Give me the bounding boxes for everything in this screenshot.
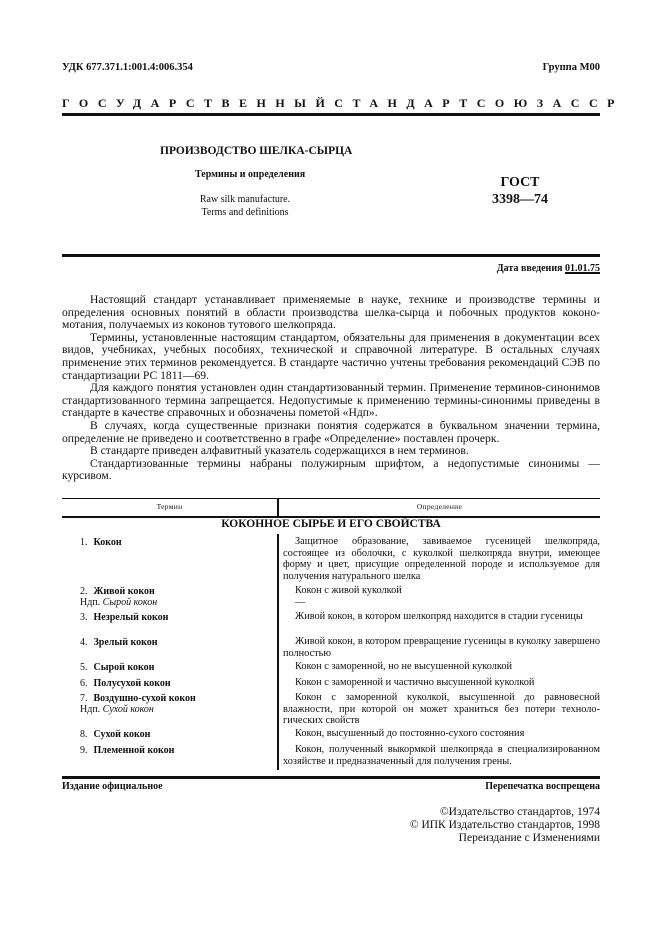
term-number: 1.	[80, 537, 88, 548]
paragraph: В стандарте приведен алфавитный указатель содержащихся в нем терминов.	[90, 444, 469, 458]
divider	[62, 113, 600, 116]
section-heading: КОКОННОЕ СЫРЬЕ И ЕГО СВОЙСТВА	[221, 518, 441, 530]
definition-text: Живой кокон, в котором шелкопряд находится в стадии гусеницы	[295, 611, 583, 622]
state-standard-heading	[62, 96, 624, 111]
definition	[283, 636, 600, 659]
definition-text: Кокон с заморенной, но не высушенной куколкой	[295, 661, 512, 672]
definition-dash: —	[295, 596, 306, 608]
term-name: Племенной кокон	[93, 745, 175, 756]
term-name: Сырой кокон	[93, 662, 155, 673]
definition	[283, 661, 600, 673]
definition-text: Кокон, высушенный до постоянно-сухого состояния	[295, 728, 525, 739]
ndp-label: Ндп.	[80, 597, 101, 608]
reissue-line: Переиздание с Изменениями	[458, 832, 600, 844]
definition-text: Кокон с заморенной и частично высушенной куколкой	[295, 677, 535, 688]
gost-label: ГОСТ	[500, 175, 540, 190]
forbidden-synonym	[80, 597, 157, 608]
heading-word: СТАНДАРТ	[334, 96, 477, 110]
term-number: 2.	[80, 586, 88, 597]
definition-text: Кокон с живой куколкой	[295, 585, 402, 596]
reprint-notice: Перепечатка воспрещена	[485, 781, 600, 792]
group-code: Группа М00	[542, 62, 600, 73]
copyright-line: © ИПК Издательство стандартов, 1998	[409, 819, 600, 831]
term	[80, 693, 196, 704]
gost-designation	[480, 174, 560, 208]
official-edition: Издание официальное	[62, 781, 163, 792]
paragraph: Настоящий стандарт устанавливает применяемые в науке, технике и производстве термины и определения основных понятий в области производства шелка-сырца и побочных продуктов кокономотания, получаемых из коконов тутового шелкопряда.	[62, 293, 600, 332]
copyright-line: ©Издательство стандартов, 1974	[439, 806, 600, 818]
column-divider	[277, 498, 279, 517]
document-title: ПРОИЗВОДСТВО ШЕЛКА-СЫРЦА	[160, 145, 353, 157]
table-top-line	[62, 498, 600, 499]
date-value: 01.01.75	[565, 263, 600, 274]
copyright-block	[410, 806, 600, 845]
english-title	[160, 194, 330, 219]
paragraph: Стандартизованные термины набраны полужирным шрифтом, а недопустимые синонимы — курсивом.	[62, 456, 600, 483]
paragraph: В случаях, когда существенные признаки понятия содержатся в буквальном значении термина, определение не приведено и соответственно в графе «Определение» поставлен прочерк.	[62, 418, 600, 445]
paragraph: Для каждого понятия установлен один стандартизованный термин. Применение терминов-синонимов стандартизованного термина запрещается. Недопустимые к применению термины-синонимы приведены в стандарте в качестве справочных и обозначены пометой «Ндп».	[62, 381, 600, 420]
term-number: 5.	[80, 662, 88, 673]
term	[80, 586, 155, 597]
term	[80, 745, 174, 756]
term-name: Зрелый кокон	[93, 637, 158, 648]
term	[80, 662, 154, 673]
term-name: Воздушно-сухой кокон	[93, 693, 196, 704]
forbidden-synonym	[80, 704, 154, 715]
definition	[283, 677, 600, 689]
ndp-term: Сырой кокон	[102, 597, 158, 608]
document-subtitle: Термины и определения	[195, 169, 306, 180]
date-label: Дата введения	[496, 263, 563, 274]
udk-code: УДК 677.371.1:001.4:006.354	[62, 62, 193, 73]
term	[80, 729, 150, 740]
ndp-label: Ндп.	[80, 704, 101, 715]
paragraph: Термины, установленные настоящим стандартом, обязательны для применения в документации всех видов, учебниках, учебных пособиях, технической и справочной литературе. В остальных случаях применение этих терминов рекомендуется. В стандарте частично учтены требования рекомендаций СЭВ по стандартизации РС 1811—69.	[62, 330, 600, 382]
intro-text	[62, 294, 600, 483]
column-header-definition: Определение	[416, 502, 463, 511]
term-name: Незрелый кокон	[93, 612, 169, 623]
term-name: Живой кокон	[93, 586, 155, 597]
definition	[283, 692, 600, 727]
definition	[283, 728, 600, 740]
term-number: 8.	[80, 729, 88, 740]
term	[80, 678, 171, 689]
heading-word: СОЮЗА	[476, 96, 571, 110]
term-number: 4.	[80, 637, 88, 648]
term-number: 3.	[80, 612, 88, 623]
column-divider	[277, 534, 279, 770]
term-number: 7.	[80, 693, 88, 704]
term	[80, 637, 157, 648]
term-number: 6.	[80, 678, 88, 689]
heading-word: ССР	[570, 96, 624, 110]
definition-text: Живой кокон, в котором превращение гусеницы в куколку завершено полностью	[283, 636, 600, 659]
heading-word: ГОСУДАРСТВЕННЫЙ	[62, 96, 335, 110]
term	[80, 612, 168, 623]
english-title-line: Raw silk manufacture.	[199, 194, 291, 205]
definition-text: Кокон, полученный выкормкой шелкопряда в специализированном хозяйстве и предназначенный для получения грены.	[283, 744, 600, 767]
divider	[62, 254, 600, 257]
definition-text: Кокон с заморенной куколкой, высушенной до равновесной влажности, при которой он может храниться без потери технологических свойств	[283, 692, 600, 727]
definition	[283, 611, 600, 623]
term-name: Сухой кокон	[93, 729, 151, 740]
ndp-term: Сухой кокон	[102, 704, 154, 715]
column-header-term: Термин	[156, 502, 183, 511]
term	[80, 537, 122, 548]
term-name: Кокон	[93, 537, 122, 548]
term-name: Полусухой кокон	[93, 678, 171, 689]
definition-text: Защитное образование, завиваемое гусеницей шелкопряда, состоящее из оболочки, с куколкой шелкопряда внутри, имеющее форму и цвет, присущие определенной породе и используемое для получения натурального шелка	[283, 536, 600, 582]
gost-number: 3398—74	[492, 192, 548, 207]
term-number: 9.	[80, 745, 88, 756]
definition	[283, 744, 600, 767]
divider	[62, 776, 600, 779]
definition	[283, 585, 600, 608]
definition	[283, 536, 600, 582]
english-title-line: Terms and definitions	[201, 206, 289, 218]
introduction-date	[497, 263, 600, 274]
